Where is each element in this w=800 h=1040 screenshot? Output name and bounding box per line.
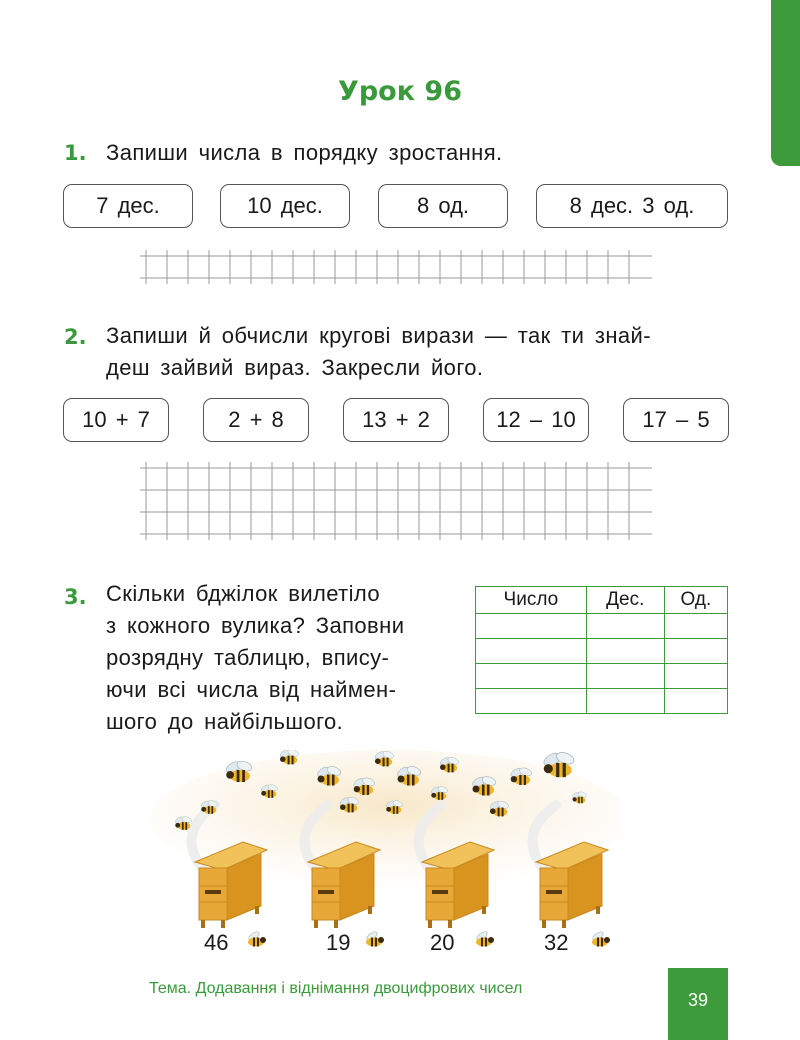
table-cell[interactable] [664, 664, 727, 689]
task-1-answer-grid[interactable] [136, 250, 656, 294]
task-2-card-4: 12 – 10 [483, 398, 589, 442]
table-cell[interactable] [664, 614, 727, 639]
task-3-line: Скільки бджілок вилетіло [106, 581, 381, 606]
page-number: 39 [668, 968, 728, 1040]
bee-icon [586, 928, 614, 952]
hive-3-count: 20 [430, 930, 455, 955]
task-3-line: розрядну таблицю, впису- [106, 645, 390, 670]
task-1-card-4: 8 дес. 3 од. [536, 184, 728, 228]
task-3-line: з кожного вулика? Заповни [106, 613, 405, 638]
place-value-table [475, 586, 728, 714]
hive-2-count: 19 [326, 930, 351, 955]
table-cell[interactable] [586, 664, 664, 689]
task-1-card-2: 10 дес. [220, 184, 350, 228]
task-2-card-2: 2 + 8 [203, 398, 309, 442]
table-cell[interactable] [664, 639, 727, 664]
task-2-answer-grid[interactable] [136, 462, 656, 552]
bee-icon [470, 928, 498, 952]
task-1-card-3: 8 од. [378, 184, 508, 228]
hive-1-count: 46 [204, 930, 229, 955]
table-cell[interactable] [586, 639, 664, 664]
task-1-text: Запиши числа в порядку зростання. [106, 140, 503, 165]
topic-footer: Тема. Додавання і віднімання двоцифрових чисел [149, 980, 523, 997]
task-2-line-2: деш зайвий вираз. Закресли його. [106, 355, 484, 380]
task-3-line: ючи всі числа від наймен- [106, 677, 397, 702]
table-header-number: Число [476, 587, 587, 614]
table-cell[interactable] [476, 664, 587, 689]
task-2-line-1: Запиши й обчисли кругові вирази — так ти знай- [106, 323, 651, 348]
table-cell[interactable] [476, 614, 587, 639]
table-cell[interactable] [586, 614, 664, 639]
table-row [476, 689, 728, 714]
task-1-card-1: 7 дес. [63, 184, 193, 228]
table-cell[interactable] [476, 689, 587, 714]
table-row [476, 639, 728, 664]
lesson-title: Урок 96 [338, 76, 462, 107]
table-row [476, 614, 728, 639]
table-header-tens: Дес. [586, 587, 664, 614]
table-cell[interactable] [586, 689, 664, 714]
bee-icon [360, 928, 388, 952]
task-2-number: 2. [64, 325, 87, 349]
task-2-card-1: 10 + 7 [63, 398, 169, 442]
table-cell[interactable] [476, 639, 587, 664]
table-cell[interactable] [664, 689, 727, 714]
table-row [476, 664, 728, 689]
task-1-number: 1. [64, 141, 87, 165]
bee-icon [242, 928, 270, 952]
task-2-card-5: 17 – 5 [623, 398, 729, 442]
task-3-text [106, 578, 404, 738]
task-3-line: шого до найбільшого. [106, 709, 344, 734]
task-3-number: 3. [64, 585, 87, 609]
task-2-card-3: 13 + 2 [343, 398, 449, 442]
hive-4-count: 32 [544, 930, 569, 955]
table-header-units: Од. [664, 587, 727, 614]
